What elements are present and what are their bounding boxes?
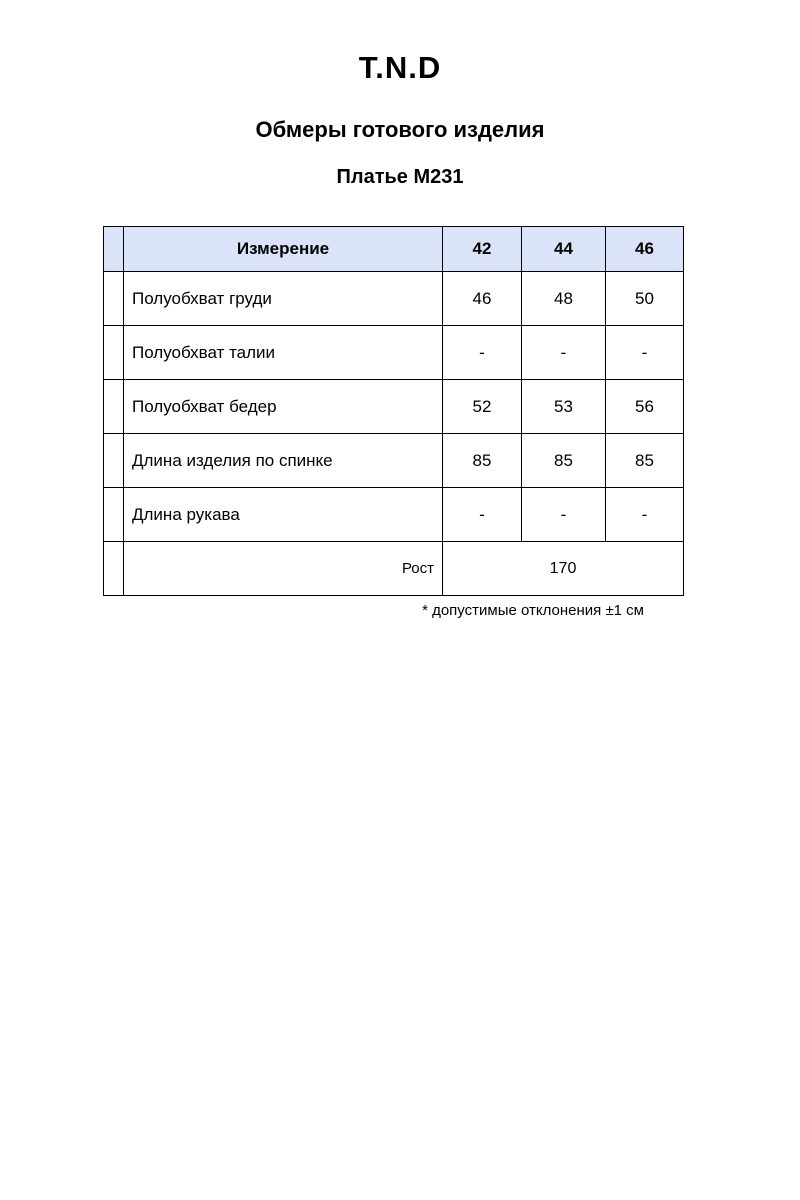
table-side-cell <box>104 434 124 488</box>
table-row <box>104 380 684 434</box>
row-value: 52 <box>443 380 522 434</box>
row-value: 46 <box>443 272 522 326</box>
row-value: 48 <box>522 272 606 326</box>
row-value: 85 <box>522 434 606 488</box>
height-value: 170 <box>443 542 684 596</box>
row-value: - <box>606 326 684 380</box>
table-side-cell <box>104 227 124 272</box>
row-value: 50 <box>606 272 684 326</box>
product-subtitle: Платье М231 <box>336 166 464 188</box>
table-row <box>104 434 684 488</box>
table-side-cell <box>104 488 124 542</box>
row-value: - <box>443 326 522 380</box>
height-row <box>104 542 684 596</box>
size-table <box>103 226 684 596</box>
header-size-42: 42 <box>443 227 522 272</box>
tolerance-note: * допустимые отклонения ±1 см <box>422 602 644 619</box>
row-value: 85 <box>443 434 522 488</box>
header-measure: Измерение <box>124 227 443 272</box>
row-value: 56 <box>606 380 684 434</box>
row-label: Длина рукава <box>124 488 443 542</box>
table-row <box>104 272 684 326</box>
table-side-cell <box>104 326 124 380</box>
brand-title: T.N.D <box>358 50 442 85</box>
table-side-cell <box>104 380 124 434</box>
table-side-cell <box>104 272 124 326</box>
table-side-cell <box>104 542 124 596</box>
row-value: - <box>522 488 606 542</box>
header-size-46: 46 <box>606 227 684 272</box>
row-label: Полуобхват груди <box>124 272 443 326</box>
table-row <box>104 488 684 542</box>
row-label: Длина изделия по спинке <box>124 434 443 488</box>
header-size-44: 44 <box>522 227 606 272</box>
row-value: 85 <box>606 434 684 488</box>
row-label: Полуобхват талии <box>124 326 443 380</box>
row-value: - <box>606 488 684 542</box>
table-header-row <box>104 227 684 272</box>
row-label: Полуобхват бедер <box>124 380 443 434</box>
height-label: Рост <box>124 542 443 596</box>
table-row <box>104 326 684 380</box>
page-title: Обмеры готового изделия <box>255 117 545 142</box>
row-value: - <box>522 326 606 380</box>
row-value: - <box>443 488 522 542</box>
row-value: 53 <box>522 380 606 434</box>
